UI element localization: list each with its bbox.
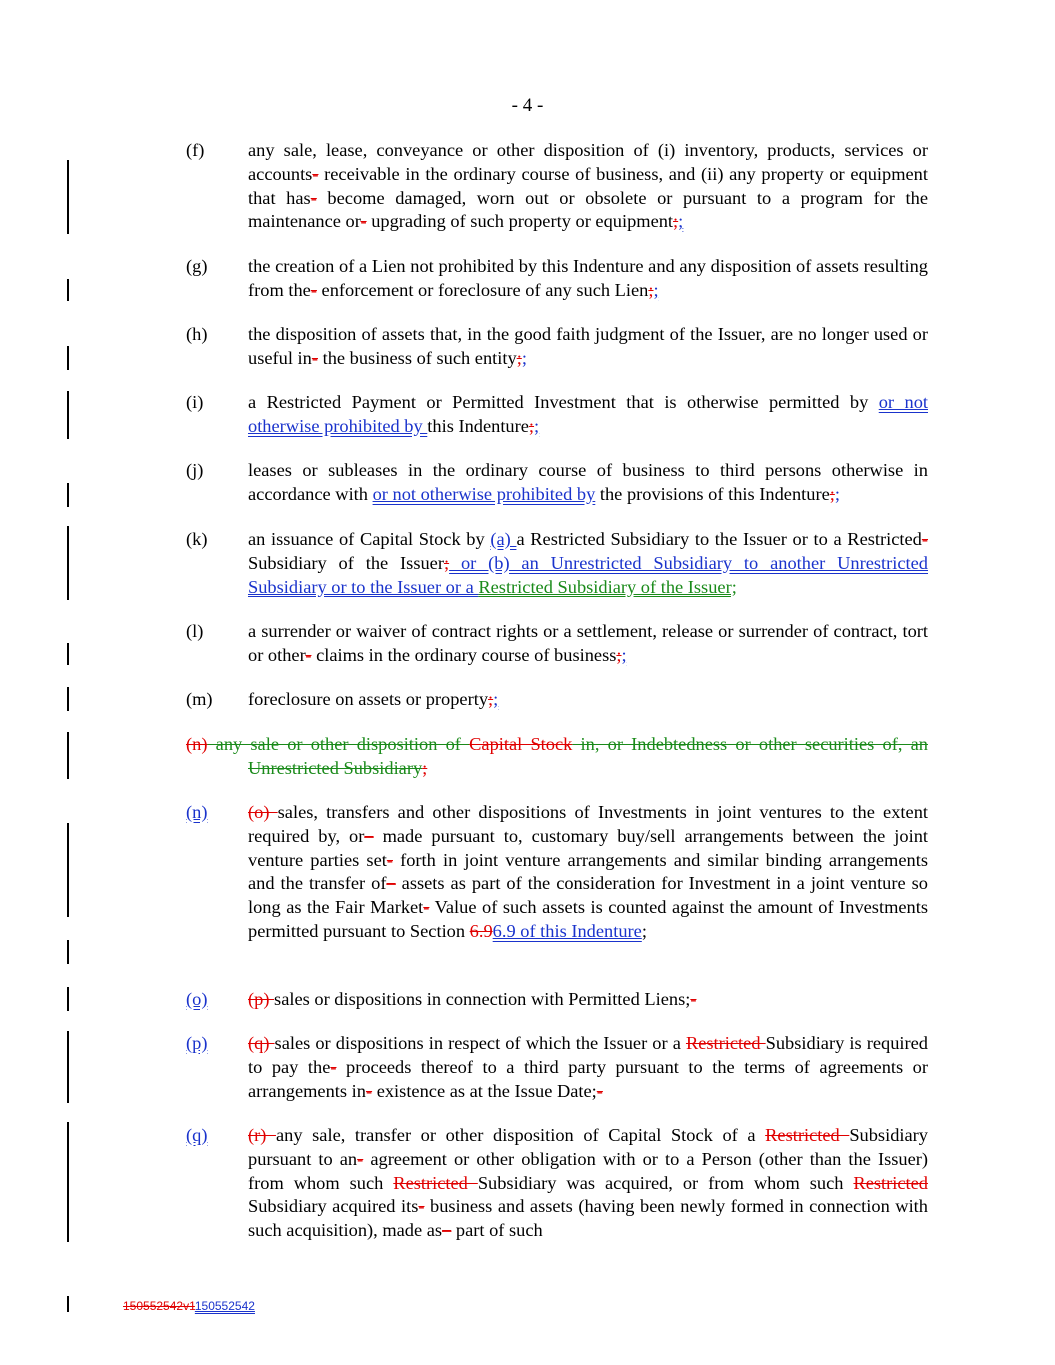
change-bar (67, 1031, 69, 1103)
clause-text: leases or subleases in the ordinary course of business to third persons otherwise in accordance with or not otherwise prohibited by the provisions of this Indenture;; (248, 460, 928, 504)
document-id-footer: 150552542v1150552542 (123, 1299, 255, 1313)
change-bar (67, 526, 69, 600)
clause-q (186, 1124, 928, 1243)
clause-label: (k) (186, 529, 208, 549)
clause-text: any sale, lease, conveyance or other disposition of (i) inventory, products, services or accounts- receivable in the ordinary course of business, and (ii) any property or equipment that has- become damaged, worn out or obsolete or pursuant to a program for the maintenance or- upgrading of such property or equipment;; (248, 140, 928, 232)
clause-j (186, 459, 928, 507)
change-bar (67, 823, 69, 917)
clause-text: (p) sales or dispositions in connection with Permitted Liens;- (248, 989, 697, 1009)
change-bar (67, 160, 69, 234)
clause-text: (o) sales, transfers and other dispositions of Investments in joint ventures to the extent required by, or– made pursuant to, customary buy/sell arrangements between the joint venture parties set- forth in joint venture arrangements and similar binding arrangements and the transfer of– assets as part of the consideration for Investment in a joint venture so long as the Fair Market- Value of such assets is counted against the amount of Investments permitted pursuant to Section 6.96.9 of this Indenture; (248, 802, 929, 941)
clause-label: (j) (186, 460, 204, 480)
clause-label: (m) (186, 689, 213, 709)
page-number: - 4 - (511, 95, 544, 116)
clause-text: a surrender or waiver of contract rights or a settlement, release or surrender of contract, tort or other- claims in the ordinary course of business;; (248, 621, 928, 665)
clause-n (186, 801, 928, 944)
clause-g (186, 255, 928, 303)
clause-label: (l) (186, 621, 204, 641)
clause-label: (n) (186, 734, 208, 754)
change-bar (67, 1296, 69, 1312)
clause-label: (f) (186, 140, 205, 160)
clause-f (186, 139, 928, 234)
clause-l (186, 620, 928, 668)
change-bar (67, 483, 69, 507)
change-bar (67, 687, 69, 711)
clause-text: (n) any sale or other disposition of Capital Stock in, or Indebtedness or other securities of, an Unrestricted Subsidiary; (186, 734, 929, 778)
clause-p (186, 1032, 928, 1103)
clause-n-deleted (186, 733, 928, 781)
clause-label: (n) (186, 802, 208, 822)
change-bar (67, 346, 69, 370)
clause-label: (g) (186, 256, 208, 276)
clause-text: (q) sales or dispositions in respect of which the Issuer or a Restricted Subsidiary is required to pay the- proceeds thereof to a third party pursuant to the terms of agreements or arrangements in- existence as at the Issue Date;- (248, 1033, 928, 1101)
clause-text: (r) any sale, transfer or other disposition of Capital Stock of a Restricted Subsidiary pursuant to an- agreement or other obligation with or to a Person (other than the Issuer) from whom such Restricted Subsidiary was acquired, or from whom such Restricted Subsidiary acquired its- business and assets (having been newly formed in connection with such acquisition), made as– part of such (248, 1125, 928, 1241)
clause-i (186, 391, 928, 439)
change-bar (67, 940, 69, 964)
clause-label: (q) (186, 1125, 208, 1145)
clause-text: the disposition of assets that, in the good faith judgment of the Issuer, are no longer used or useful in- the business of such entity;; (248, 324, 928, 368)
clause-label: (p) (186, 1033, 208, 1053)
change-bar (67, 279, 69, 301)
change-bar (67, 643, 69, 665)
clause-text: an issuance of Capital Stock by (a) a Restricted Subsidiary to the Issuer or to a Restricted- Subsidiary of the Issuer; or (b) an Unrestricted Subsidiary to another Unrestricted Subsidiary or to the Issuer or a Restricted Subsidiary of the Issuer; (248, 529, 928, 597)
clause-label: (h) (186, 324, 208, 344)
clause-text: a Restricted Payment or Permitted Investment that is otherwise permitted by or not otherwise prohibited by this Indenture;; (248, 392, 928, 436)
change-bar (67, 391, 69, 439)
change-bar (67, 1122, 69, 1242)
change-bar (67, 732, 69, 779)
clause-text: foreclosure on assets or property;; (248, 689, 499, 709)
clause-label: (o) (186, 989, 208, 1009)
clause-m (186, 688, 928, 712)
clause-o (186, 988, 928, 1012)
change-bar (67, 987, 69, 1011)
clause-text: the creation of a Lien not prohibited by this Indenture and any disposition of assets resulting from the- enforcement or foreclosure of any such Lien;; (248, 256, 928, 300)
clause-k (186, 528, 928, 599)
clause-label: (i) (186, 392, 204, 412)
clause-h (186, 323, 928, 371)
